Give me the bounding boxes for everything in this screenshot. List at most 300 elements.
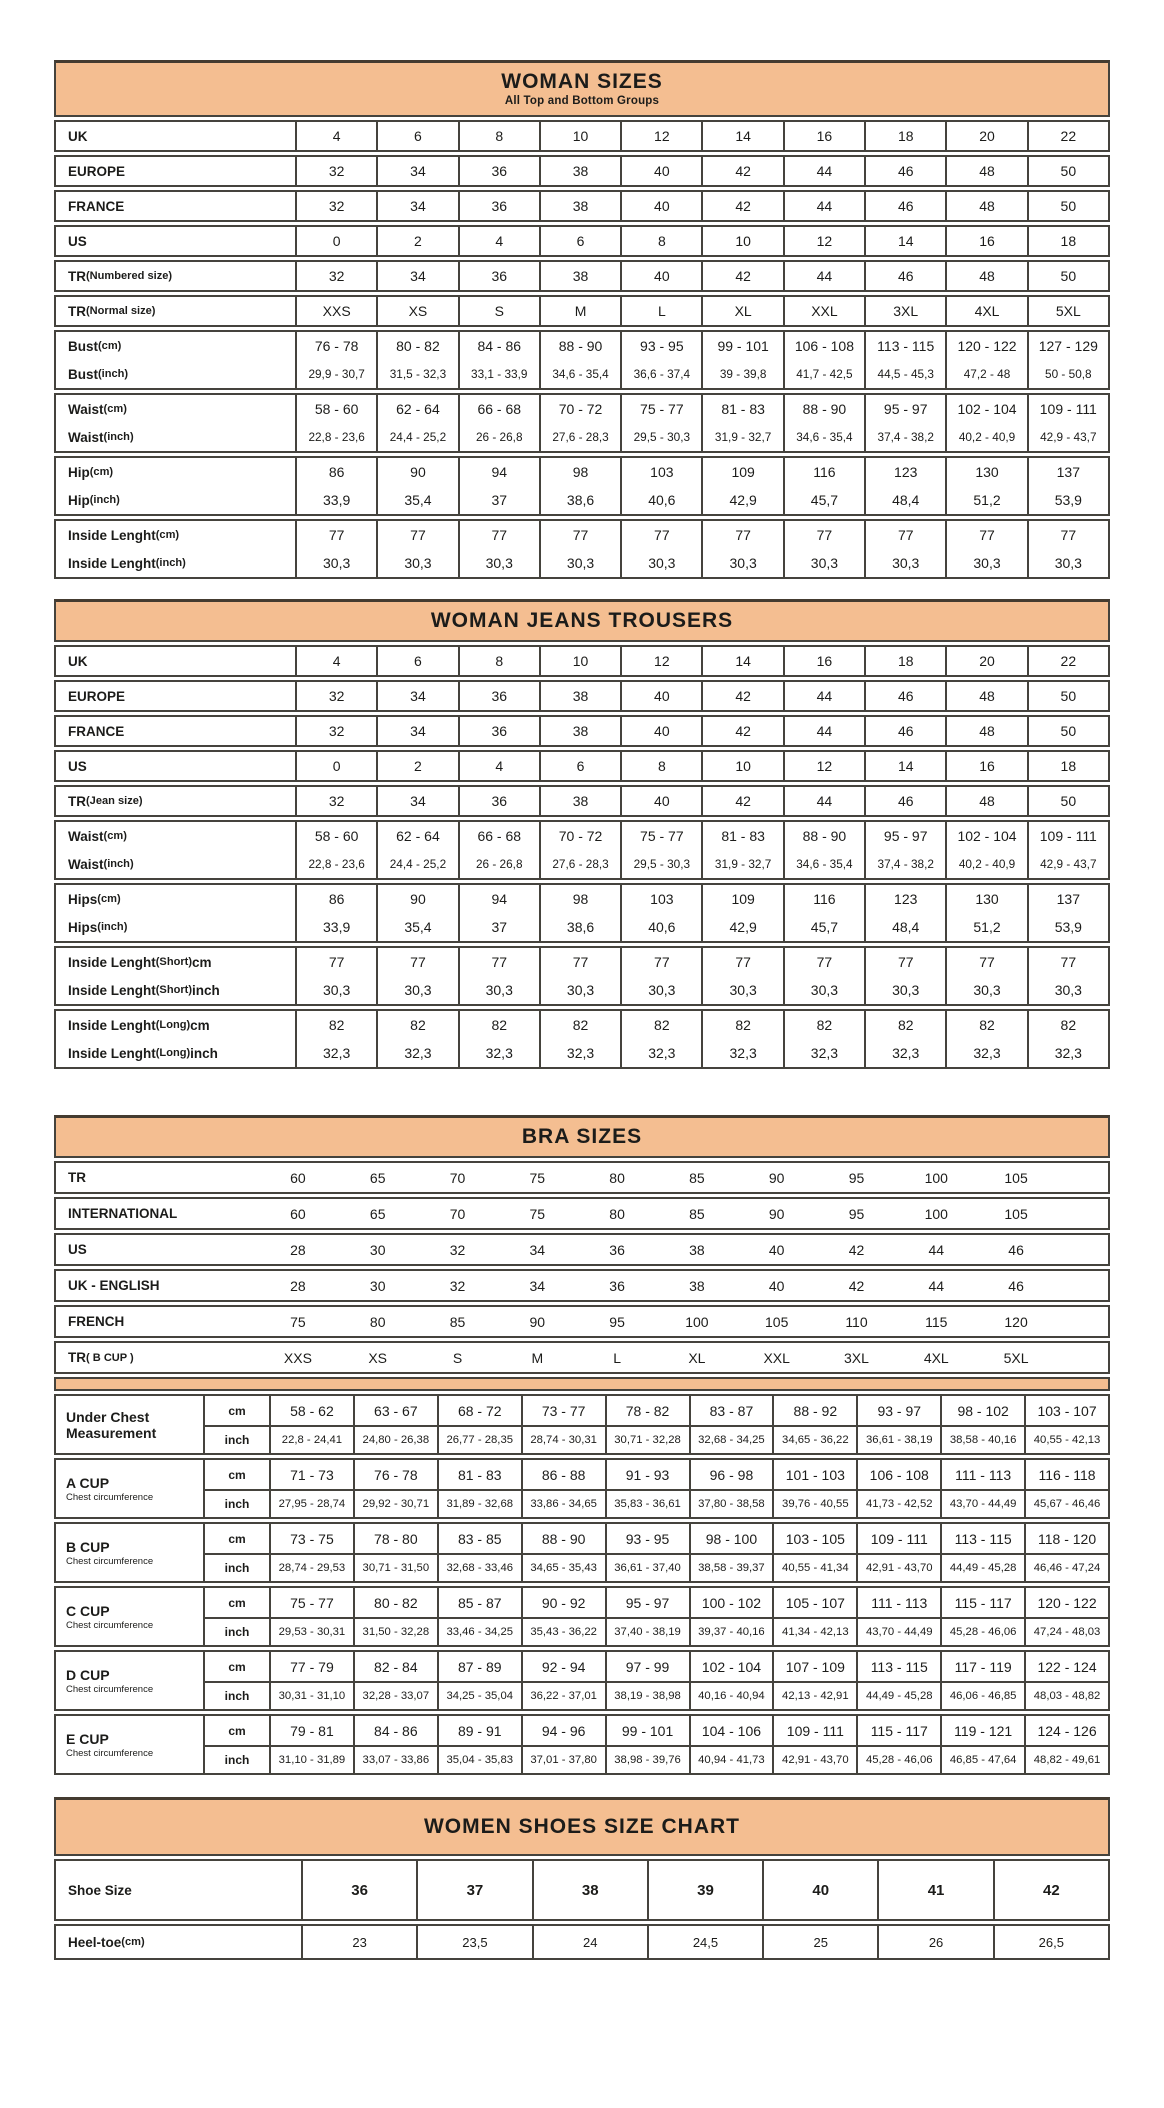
- table-row-group: [54, 1269, 1110, 1302]
- cell: 82: [864, 1011, 945, 1039]
- row-label: Hip (cm): [68, 464, 114, 480]
- table-row-group: [54, 750, 1110, 782]
- table-row: [56, 297, 1108, 325]
- cell: 36,61 - 37,40: [605, 1553, 689, 1581]
- cell: 73 - 77: [521, 1396, 605, 1425]
- cell: 90: [768, 1205, 785, 1222]
- cell: 46,06 - 46,85: [940, 1681, 1024, 1709]
- table-row: [56, 423, 1108, 451]
- cup-group-label: [56, 1588, 203, 1645]
- cell: 109: [701, 885, 782, 913]
- cell: 31,10 - 31,89: [269, 1745, 353, 1773]
- cell: 98 - 100: [689, 1524, 773, 1553]
- cell: 50: [1027, 682, 1108, 710]
- cell: 31,50 - 32,28: [353, 1617, 437, 1645]
- cell: 82: [945, 1011, 1026, 1039]
- cell: 24,80 - 26,38: [353, 1425, 437, 1453]
- cell: 8: [458, 647, 539, 675]
- table-row: [56, 1199, 1108, 1228]
- cell: 58 - 60: [295, 822, 376, 850]
- cell: 44: [928, 1241, 945, 1258]
- table-row-group: [54, 1161, 1110, 1194]
- cell: 88 - 90: [521, 1524, 605, 1553]
- cell: 77: [1027, 948, 1108, 976]
- cell: 95 - 97: [605, 1588, 689, 1617]
- cell: 6: [376, 647, 457, 675]
- cell: 22,8 - 24,41: [269, 1425, 353, 1453]
- cell: 71 - 73: [269, 1460, 353, 1489]
- cup-group-name: E CUP: [66, 1730, 109, 1747]
- cell: 34: [529, 1277, 546, 1294]
- cell: 26,5: [993, 1926, 1108, 1958]
- cell: 34: [529, 1241, 546, 1258]
- cell: 32: [295, 682, 376, 710]
- cell: 68 - 72: [437, 1396, 521, 1425]
- table-row-group: [54, 1233, 1110, 1266]
- cell: 120 - 122: [945, 332, 1026, 360]
- cell: 77: [620, 521, 701, 549]
- cell: 34: [376, 192, 457, 220]
- table-row-group: [54, 1341, 1110, 1374]
- cell: 39,37 - 40,16: [689, 1617, 773, 1645]
- cell: 51,2: [945, 913, 1026, 941]
- cell: 101 - 103: [772, 1460, 856, 1489]
- table-row-group: [54, 1924, 1110, 1960]
- cell: 48: [945, 157, 1026, 185]
- cell: 46,85 - 47,64: [940, 1745, 1024, 1773]
- cell: 77: [295, 521, 376, 549]
- bra-sizes-header: [54, 1115, 1110, 1158]
- cell: 42,91 - 43,70: [772, 1745, 856, 1773]
- cell: 36: [458, 787, 539, 815]
- cell: 82: [1027, 1011, 1108, 1039]
- row-label: Inside Lenght (Long) inch: [68, 1045, 218, 1061]
- cell: 77 - 79: [269, 1652, 353, 1681]
- cell: 23: [301, 1926, 416, 1958]
- cell: 4XL: [945, 297, 1026, 325]
- cell: 42,9: [701, 486, 782, 514]
- unit-label-cm: cm: [203, 1524, 269, 1553]
- cell: 88 - 92: [772, 1396, 856, 1425]
- cell: 82: [295, 1011, 376, 1039]
- row-label: Inside Lenght (inch): [68, 555, 186, 571]
- cell: 32,3: [864, 1039, 945, 1067]
- table-row: [56, 1163, 1108, 1192]
- cell: 40: [620, 787, 701, 815]
- cell: 65: [369, 1205, 386, 1222]
- cell: 24,4 - 25,2: [376, 850, 457, 878]
- cell: 82: [620, 1011, 701, 1039]
- cell: 24: [532, 1926, 647, 1958]
- cell: 46: [1008, 1241, 1024, 1258]
- cell: 70: [449, 1205, 466, 1222]
- cell: 30: [369, 1241, 386, 1258]
- cell: 130: [945, 885, 1026, 913]
- cell: 77: [295, 948, 376, 976]
- cell: 29,9 - 30,7: [295, 360, 376, 388]
- table-row: [56, 752, 1108, 780]
- cell: 30,3: [701, 549, 782, 577]
- cell: 88 - 90: [539, 332, 620, 360]
- cell: 48: [945, 787, 1026, 815]
- cell: 33,46 - 34,25: [437, 1617, 521, 1645]
- cell: 46: [1008, 1277, 1024, 1294]
- row-label: Inside Lenght (cm): [68, 527, 180, 543]
- cell: 85: [689, 1169, 705, 1186]
- cell: 40,6: [620, 913, 701, 941]
- cell: XL: [688, 1349, 706, 1366]
- row-label-detail: (inch): [89, 494, 120, 507]
- cell: 90 - 92: [521, 1588, 605, 1617]
- cell: 33,9: [295, 486, 376, 514]
- row-label: TR: [68, 1170, 86, 1186]
- cell: 46: [864, 787, 945, 815]
- cell: 33,86 - 34,65: [521, 1489, 605, 1517]
- cell: 65: [369, 1169, 386, 1186]
- cell: 90: [529, 1313, 546, 1330]
- cell: 45,7: [783, 486, 864, 514]
- table-title: WOMAN SIZES: [501, 70, 663, 93]
- cell: 24,4 - 25,2: [376, 423, 457, 451]
- cell: 40,6: [620, 486, 701, 514]
- cell: 78 - 82: [605, 1396, 689, 1425]
- cell: 16: [945, 227, 1026, 255]
- cell: 62 - 64: [376, 395, 457, 423]
- cell: 40,16 - 40,94: [689, 1681, 773, 1709]
- cell: 30,3: [295, 976, 376, 1004]
- row-right-spacer: [1056, 1343, 1108, 1372]
- cell: 32,3: [1027, 1039, 1108, 1067]
- cell: 50: [1027, 157, 1108, 185]
- cell: 29,5 - 30,3: [620, 423, 701, 451]
- cell: 42,9: [701, 913, 782, 941]
- cell: 34,6 - 35,4: [539, 360, 620, 388]
- cell: 41,34 - 42,13: [772, 1617, 856, 1645]
- woman-jeans-trousers-section: [54, 599, 1110, 1069]
- cup-group-name: C CUP: [66, 1602, 110, 1619]
- cell: 77: [945, 948, 1026, 976]
- row-right-spacer: [1056, 1235, 1108, 1264]
- cell: 77: [458, 948, 539, 976]
- table-row-group: [54, 820, 1110, 880]
- cell: 86: [295, 458, 376, 486]
- table-row: [56, 395, 1108, 423]
- cell: 30,31 - 31,10: [269, 1681, 353, 1709]
- row-label: EUROPE: [68, 163, 126, 179]
- cell: 93 - 95: [620, 332, 701, 360]
- row-label: UK: [68, 653, 88, 669]
- cell: 40,55 - 42,13: [1024, 1425, 1108, 1453]
- women-shoes-size-chart-header: [54, 1797, 1110, 1856]
- cell: 2: [376, 752, 457, 780]
- cell: 91 - 93: [605, 1460, 689, 1489]
- table-row-group: [54, 946, 1110, 1006]
- cell: 44: [783, 157, 864, 185]
- cell: 40: [762, 1861, 877, 1919]
- cell: 37: [458, 913, 539, 941]
- cell: 95: [848, 1169, 865, 1186]
- cell: 32,68 - 34,25: [689, 1425, 773, 1453]
- row-label: INTERNATIONAL: [68, 1206, 178, 1222]
- table-row-group: [54, 260, 1110, 292]
- cup-group-subtext: Chest circumference: [66, 1619, 154, 1631]
- row-label-detail: (inch): [97, 921, 128, 934]
- cell: 40: [620, 262, 701, 290]
- cell: 81 - 83: [701, 395, 782, 423]
- cell: 34,65 - 36,22: [772, 1425, 856, 1453]
- cell: 33,9: [295, 913, 376, 941]
- cell: 26 - 26,8: [458, 850, 539, 878]
- cell: 116 - 118: [1024, 1460, 1108, 1489]
- cell: 16: [783, 122, 864, 150]
- cell: 99 - 101: [701, 332, 782, 360]
- unit-label-inch: inch: [203, 1617, 269, 1645]
- cell: 10: [701, 227, 782, 255]
- cell: 109 - 111: [1027, 395, 1108, 423]
- cell: 42: [701, 262, 782, 290]
- cell: XXL: [783, 297, 864, 325]
- cell: 38: [539, 787, 620, 815]
- cell: 30,3: [945, 549, 1026, 577]
- cell: 38: [539, 682, 620, 710]
- table-row-group: [54, 680, 1110, 712]
- cell: 45,28 - 46,06: [856, 1745, 940, 1773]
- cell: 42,91 - 43,70: [856, 1553, 940, 1581]
- cell: 43,70 - 44,49: [940, 1489, 1024, 1517]
- cell: L: [620, 297, 701, 325]
- cell: 32,3: [376, 1039, 457, 1067]
- cell: 36: [458, 157, 539, 185]
- row-label: Inside Lenght (Short) cm: [68, 954, 212, 970]
- cell: 105: [1004, 1205, 1028, 1222]
- cell: 77: [376, 948, 457, 976]
- table-row-group: [54, 1009, 1110, 1069]
- cell: 48,4: [864, 913, 945, 941]
- cell: 39,76 - 40,55: [772, 1489, 856, 1517]
- row-label-detail: (inch): [103, 858, 134, 871]
- table-row-group: [54, 715, 1110, 747]
- cell: 38: [689, 1277, 705, 1294]
- cell: 18: [864, 647, 945, 675]
- cell: 41,73 - 42,52: [856, 1489, 940, 1517]
- cell: 82: [783, 1011, 864, 1039]
- cell: 5XL: [1027, 297, 1108, 325]
- cell: 103: [620, 885, 701, 913]
- cell: 25: [762, 1926, 877, 1958]
- cell: 40: [620, 682, 701, 710]
- table-row-group: [54, 883, 1110, 943]
- cell: 28: [290, 1277, 306, 1294]
- cell: 60: [290, 1169, 306, 1186]
- cell: 77: [783, 948, 864, 976]
- row-label-detail: (inch): [155, 557, 186, 570]
- cell: 34: [376, 717, 457, 745]
- row-label: Hips (inch): [68, 919, 128, 935]
- cell: 94 - 96: [521, 1716, 605, 1745]
- cell: 42: [701, 192, 782, 220]
- cell: 38,6: [539, 486, 620, 514]
- cell: 80 - 82: [353, 1588, 437, 1617]
- cell: 30,3: [864, 976, 945, 1004]
- cell: 4: [458, 227, 539, 255]
- cup-group-subtext: Chest circumference: [66, 1491, 154, 1503]
- cell: 115 - 117: [856, 1716, 940, 1745]
- cell: 36: [609, 1277, 625, 1294]
- cell: 32,68 - 33,46: [437, 1553, 521, 1581]
- cup-group-subtext: Chest circumference: [66, 1747, 154, 1759]
- cell: 53,9: [1027, 913, 1108, 941]
- table-row-group: [54, 295, 1110, 327]
- cell: 40: [620, 157, 701, 185]
- cell: 32,3: [945, 1039, 1026, 1067]
- cell: 30,3: [1027, 549, 1108, 577]
- unit-label-inch: inch: [203, 1745, 269, 1773]
- row-label-detail: (Normal size): [86, 305, 156, 318]
- row-label-detail: (Numbered size): [86, 270, 173, 283]
- table-row: [56, 157, 1108, 185]
- cup-group-name: B CUP: [66, 1538, 110, 1555]
- cell: 20: [945, 122, 1026, 150]
- table-row-group: [54, 120, 1110, 152]
- cell: 44,49 - 45,28: [940, 1553, 1024, 1581]
- cell: 16: [783, 647, 864, 675]
- cell: 53,9: [1027, 486, 1108, 514]
- row-label: Bust (inch): [68, 366, 129, 382]
- cell: 27,6 - 28,3: [539, 423, 620, 451]
- cell: 14: [701, 647, 782, 675]
- cell: 30,3: [620, 976, 701, 1004]
- orange-divider-strip: [54, 1377, 1110, 1391]
- cell: 103 - 107: [1024, 1396, 1108, 1425]
- cell: 36: [458, 717, 539, 745]
- table-row: [56, 122, 1108, 150]
- cell: 81 - 83: [437, 1460, 521, 1489]
- woman-sizes-section: [54, 60, 1110, 579]
- row-label-detail: (cm): [89, 466, 114, 479]
- cell: 98 - 102: [940, 1396, 1024, 1425]
- cell: 6: [376, 122, 457, 150]
- row-label: Waist (inch): [68, 856, 134, 872]
- cell: 105: [1004, 1169, 1028, 1186]
- cell: 30,3: [1027, 976, 1108, 1004]
- cell: 109 - 111: [856, 1524, 940, 1553]
- bra-sizes-section: [54, 1115, 1110, 1374]
- cell: 104 - 106: [689, 1716, 773, 1745]
- cup-row-group: [54, 1586, 1110, 1647]
- cell: 100: [924, 1205, 948, 1222]
- row-label-detail: (Long): [155, 1047, 191, 1060]
- cell: 42: [848, 1277, 865, 1294]
- row-right-spacer: [1056, 1307, 1108, 1336]
- cell: 115: [925, 1313, 948, 1330]
- table-row: [56, 647, 1108, 675]
- cell: 70 - 72: [539, 822, 620, 850]
- row-label-detail: (inch): [103, 431, 134, 444]
- table-row-group: [54, 456, 1110, 516]
- cell: 28: [290, 1241, 306, 1258]
- cell: 6: [539, 227, 620, 255]
- row-label-detail: (Long): [155, 1019, 191, 1032]
- row-label: EUROPE: [68, 688, 126, 704]
- cell: 42,9 - 43,7: [1027, 423, 1108, 451]
- cell: 10: [539, 647, 620, 675]
- cell: 75: [529, 1169, 546, 1186]
- row-label-detail: (cm): [103, 403, 127, 416]
- cell: 113 - 115: [856, 1652, 940, 1681]
- women-shoes-size-chart-section: [54, 1797, 1110, 1960]
- cell: 82: [376, 1011, 457, 1039]
- cell: 12: [620, 647, 701, 675]
- cell: 83 - 87: [689, 1396, 773, 1425]
- cell: 50: [1027, 192, 1108, 220]
- cell: 34,6 - 35,4: [783, 850, 864, 878]
- cell: 77: [701, 521, 782, 549]
- row-label-detail: (cm): [155, 529, 180, 542]
- cell: 62 - 64: [376, 822, 457, 850]
- cell: 38: [689, 1241, 705, 1258]
- cell: 40: [620, 192, 701, 220]
- cell: 45,28 - 46,06: [940, 1617, 1024, 1645]
- cell: 90: [376, 458, 457, 486]
- cell: 38,58 - 40,16: [940, 1425, 1024, 1453]
- cell: 42,9 - 43,7: [1027, 850, 1108, 878]
- cell: 120 - 122: [1024, 1588, 1108, 1617]
- table-row-group: [54, 519, 1110, 579]
- cell: XS: [376, 297, 457, 325]
- table-row: [56, 262, 1108, 290]
- table-row-group: [54, 1859, 1110, 1921]
- cell: 50 - 50,8: [1027, 360, 1108, 388]
- table-row: [56, 1861, 1108, 1919]
- cell: 109 - 111: [772, 1716, 856, 1745]
- woman-jeans-trousers-header: [54, 599, 1110, 642]
- cup-group-label: [56, 1716, 203, 1773]
- cell: 75 - 77: [620, 822, 701, 850]
- row-label: Bust (cm): [68, 338, 122, 354]
- cell: 44,49 - 45,28: [856, 1681, 940, 1709]
- cell: 35,4: [376, 486, 457, 514]
- cell: 32,28 - 33,07: [353, 1681, 437, 1709]
- cell: 42: [701, 682, 782, 710]
- cell: 22: [1027, 647, 1108, 675]
- row-label: TR ( B CUP ): [68, 1350, 134, 1366]
- cell: 48,4: [864, 486, 945, 514]
- cell: 86: [295, 885, 376, 913]
- cell: 79 - 81: [269, 1716, 353, 1745]
- cell: 86 - 88: [521, 1460, 605, 1489]
- cell: 46: [864, 157, 945, 185]
- table-row: [56, 1343, 1108, 1372]
- cell: 40,2 - 40,9: [945, 423, 1026, 451]
- cell: 77: [783, 521, 864, 549]
- table-row: [56, 948, 1108, 976]
- cell: 38,58 - 39,37: [689, 1553, 773, 1581]
- unit-label-cm: cm: [203, 1460, 269, 1489]
- cell: 14: [864, 752, 945, 780]
- cell: 122 - 124: [1024, 1652, 1108, 1681]
- cell: 34: [376, 682, 457, 710]
- cell: 44: [783, 717, 864, 745]
- table-row: [56, 1039, 1108, 1067]
- cell: 30,3: [458, 976, 539, 1004]
- table-row: [56, 850, 1108, 878]
- table-row-group: [54, 190, 1110, 222]
- cell: 41: [877, 1861, 992, 1919]
- cell: 89 - 91: [437, 1716, 521, 1745]
- woman-sizes-header: [54, 60, 1110, 117]
- cup-group-label: [56, 1396, 203, 1453]
- cell: 88 - 90: [783, 395, 864, 423]
